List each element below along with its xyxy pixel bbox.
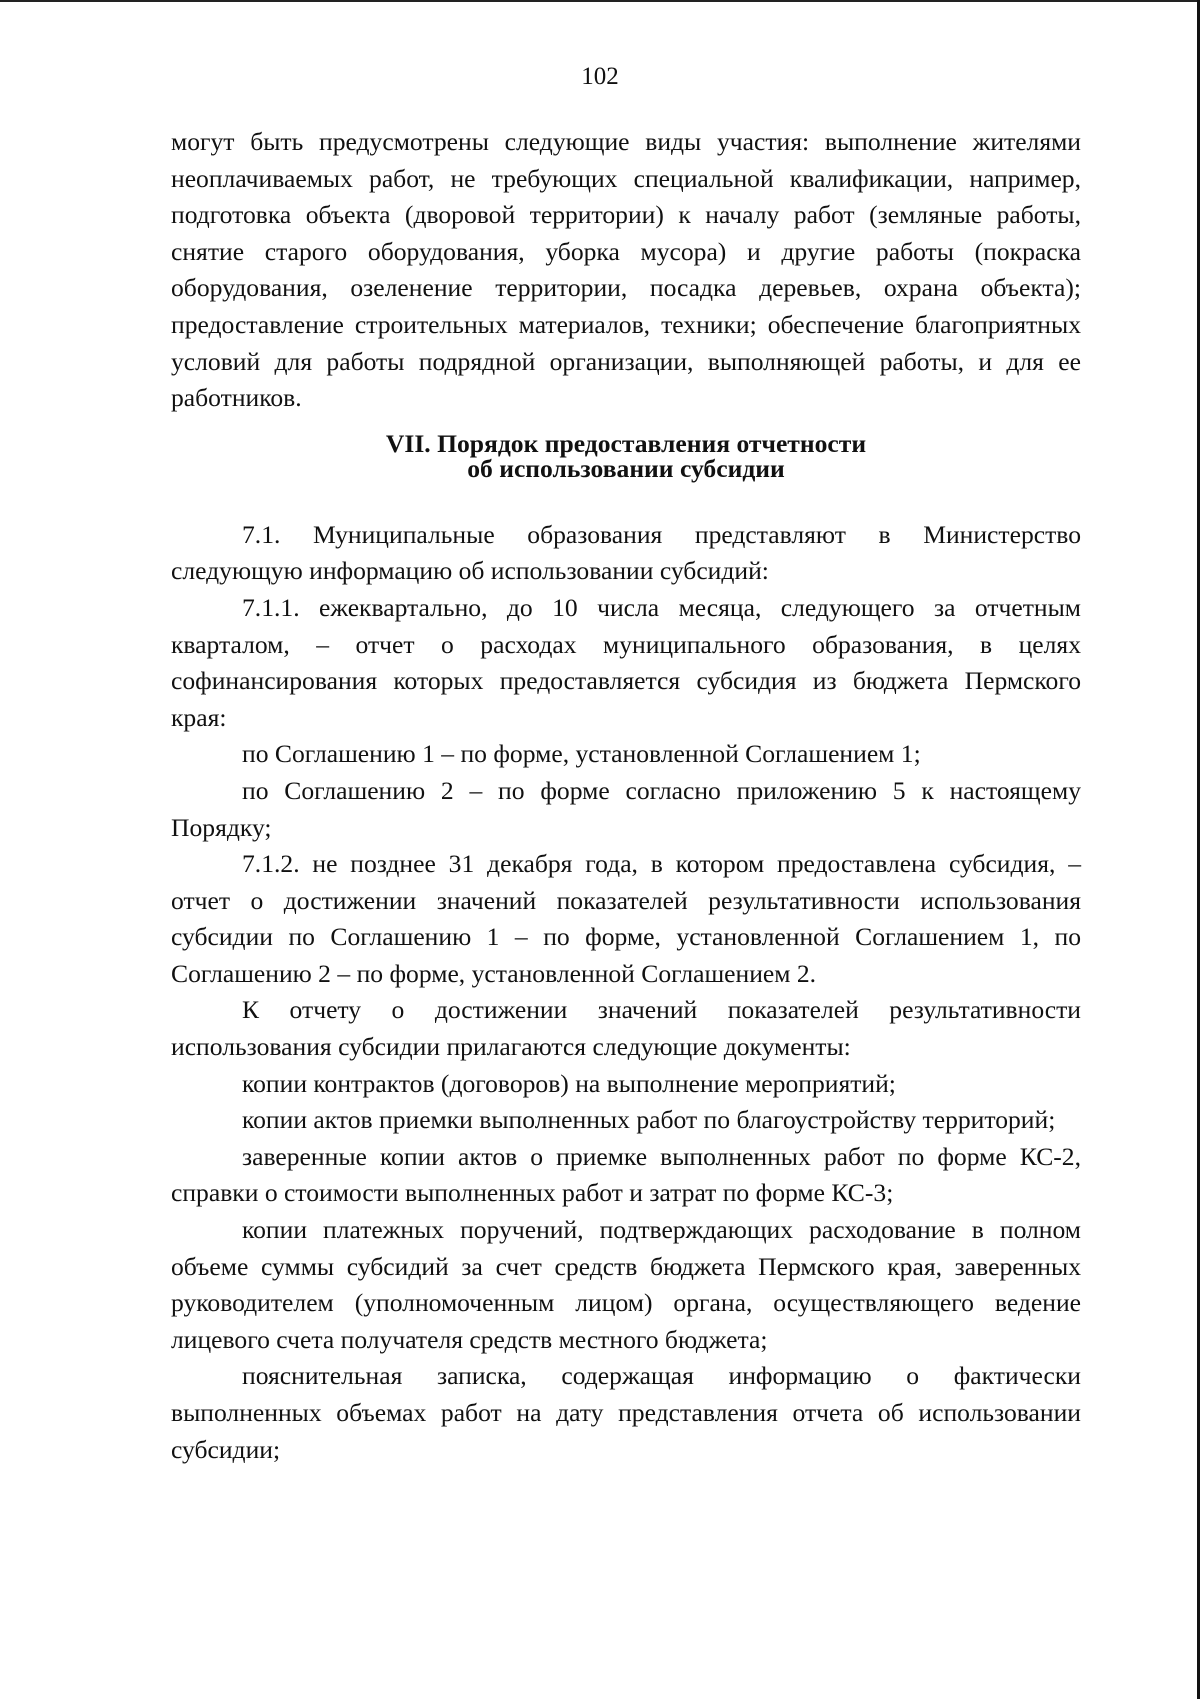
page-edge-top xyxy=(0,0,1200,2)
section-heading-line-2: об использовании субсидии xyxy=(467,453,785,483)
list-item-ks-forms: заверенные копии актов о приемке выполненных работ по форме КС-2, справки о стоимости выполненных работ и затрат по форме КС-3; xyxy=(171,1141,1081,1208)
section-heading-line-1: VII. Порядок предоставления отчетности xyxy=(385,428,867,458)
list-item-explanatory-note: пояснительная записка, содержащая информацию о фактически выполненных объемах работ на дату представления отчета об использовании субсидии; xyxy=(171,1361,1081,1464)
paragraph-agreement-1: по Соглашению 1 – по форме, установленной Соглашением 1; xyxy=(242,739,921,769)
paragraph-7-1-2: 7.1.2. не позднее 31 декабря года, в котором предоставлена субсидия, – отчет о достижении значений показателей результативности использования субсидии по Соглашению 1 – по форме, установленной Соглашением 1, по Соглашению 2 – по форме, установленной Соглашением 2. xyxy=(171,849,1081,988)
list-item-payment-orders: копии платежных поручений, подтверждающих расходование в полном объеме суммы субсидий за счет средств бюджета Пермского края, заверенных руководителем (уполномоченным лицом) органа, осуществляющего ведение лицевого счета получателя средств местного бюджета; xyxy=(171,1215,1081,1354)
paragraph-7-1-1: 7.1.1. ежеквартально, до 10 числа месяца, следующего за отчетным кварталом, – отчет о расходах муниципального образования, в целях софинансирования которых предоставляется субсидия из бюджета Пермского края: xyxy=(171,592,1081,732)
section-heading xyxy=(171,428,1081,483)
intro-paragraph: могут быть предусмотрены следующие виды участия: выполнение жителями неоплачиваемых работ, не требующих специальной квалификации, например, подготовка объекта (дворовой территории) к началу работ (земляные работы, снятие старого оборудования, уборка мусора) и другие работы (покраска оборудования, озеленение территории, посадка деревьев, охрана объекта); предоставление строительных материалов, техники; обеспечение благоприятных условий для работы подрядной организации, выполняющей работы, и для ее работников. xyxy=(171,127,1081,413)
page-number: 102 xyxy=(581,63,619,90)
list-item-acceptance-acts: копии актов приемки выполненных работ по благоустройству территорий; xyxy=(242,1105,1056,1135)
list-item-contracts: копии контрактов (договоров) на выполнение мероприятий; xyxy=(242,1068,896,1098)
body-text xyxy=(171,124,1081,1468)
paragraph-7-1: 7.1. Муниципальные образования представляют в Министерство следующую информацию об использовании субсидий: xyxy=(171,519,1081,586)
paragraph-agreement-2: по Соглашению 2 – по форме согласно приложению 5 к настоящему Порядку; xyxy=(171,775,1081,842)
paragraph-attachments-intro: К отчету о достижении значений показателей результативности использования субсидии прилагаются следующие документы: xyxy=(171,995,1081,1062)
